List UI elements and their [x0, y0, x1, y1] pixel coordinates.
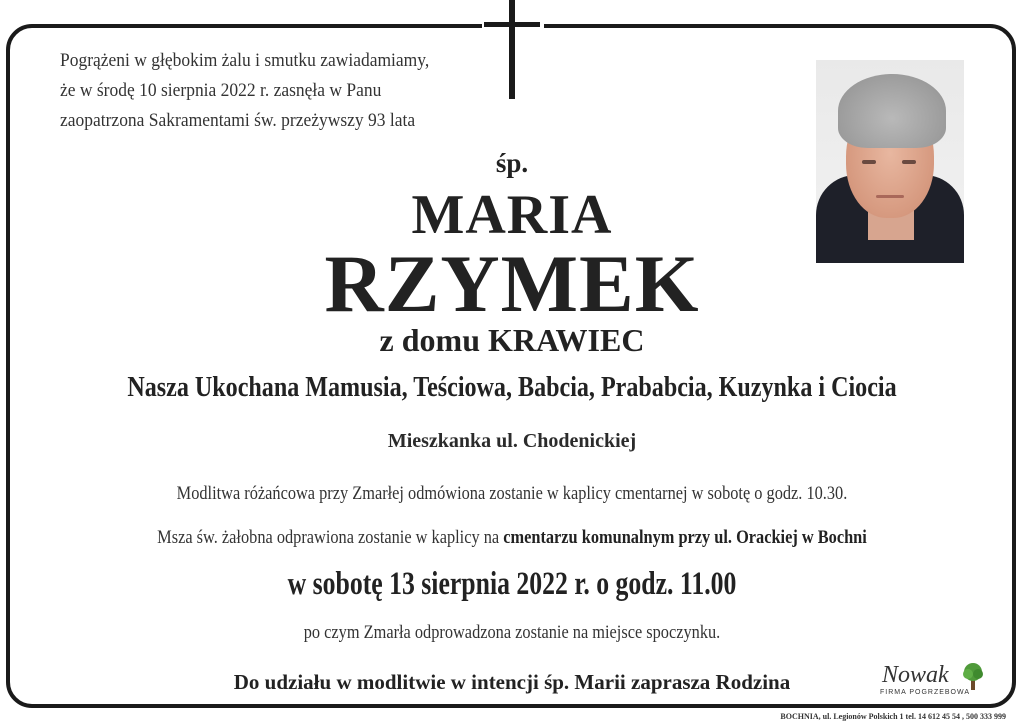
maiden-name: z domu KRAWIEC: [379, 322, 645, 358]
intro-line: zaopatrzona Sakramentami św. przeżywszy 93 lata: [60, 110, 416, 131]
mass-info-prefix: Msza św. żałobna odprawiona zostanie w kaplicy na: [157, 527, 504, 548]
company-name: Nowak: [882, 662, 949, 688]
family-relations: Nasza Ukochana Mamusia, Teściowa, Babcia, Prababcia, Kuzynka i Ciocia: [127, 372, 897, 403]
rosary-info: Modlitwa różańcowa przy Zmarłej odmówiona zostanie w kaplicy cmentarnej w sobotę o godz. 10.30.: [176, 483, 848, 504]
deceased-first-name: MARIA: [411, 184, 613, 246]
deceased-last-name: RZYMEK: [324, 238, 700, 329]
burial-info: po czym Zmarła odprowadzona zostanie na miejsce spoczynku.: [303, 622, 721, 643]
funeral-date: w sobotę 13 sierpnia 2022 r. o godz. 11.00: [287, 566, 737, 602]
intro-line: Pogrążeni w głębokim żalu i smutku zawiadamiamy,: [60, 50, 430, 71]
residence: Mieszkanka ul. Chodenickiej: [387, 430, 637, 452]
tree-icon: [960, 662, 986, 690]
mass-place: cmentarzu komunalnym przy ul. Orackiej w Bochni: [503, 527, 867, 548]
mass-info: [72, 527, 953, 549]
deceased-prefix: śp.: [495, 148, 529, 178]
invitation: Do udziału w modlitwie w intencji śp. Marii zaprasza Rodzina: [233, 670, 791, 694]
company-logo: [880, 662, 990, 698]
company-subtitle: FIRMA POGRZEBOWA: [880, 689, 971, 696]
intro-line: że w środę 10 sierpnia 2022 r. zasnęła w Panu: [60, 80, 382, 101]
intro-text: [60, 46, 465, 136]
company-address: BOCHNIA, ul. Legionów Polskich 1 tel. 14 612 45 54 , 500 333 999: [780, 712, 1006, 721]
